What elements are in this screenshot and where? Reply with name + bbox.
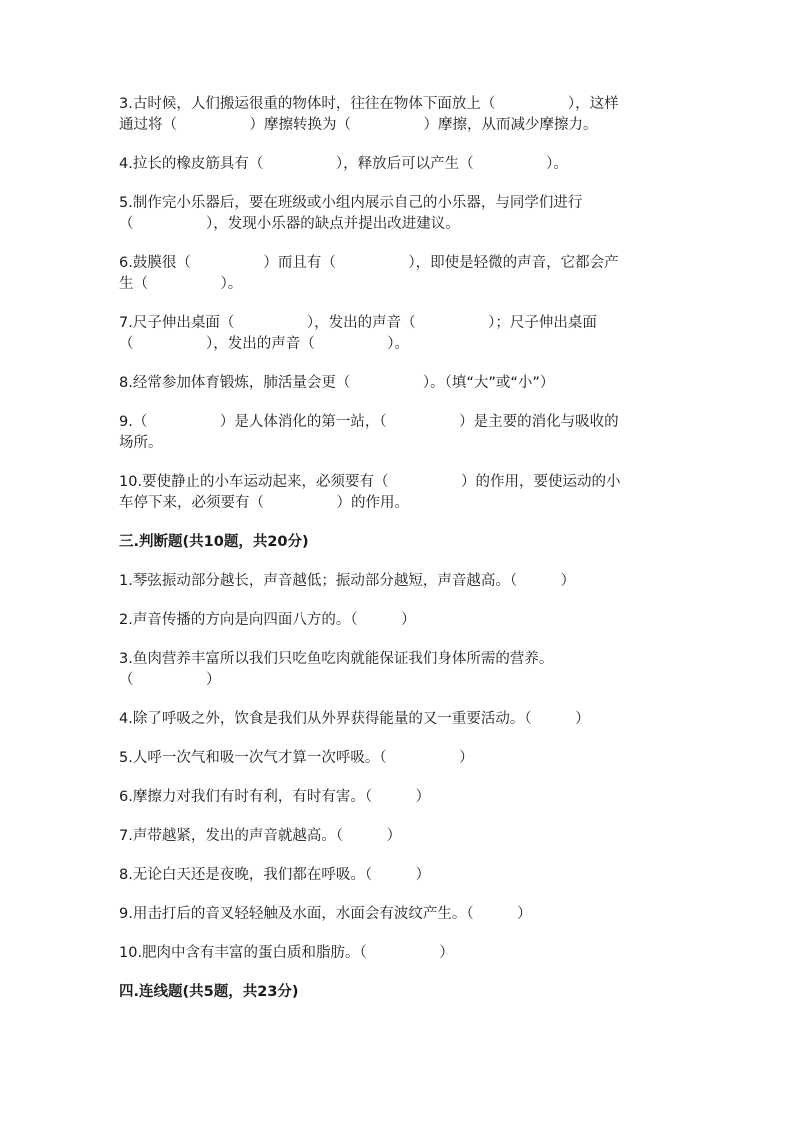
question-line: 3.鱼肉营养丰富所以我们只吃鱼吃肉就能保证我们身体所需的营养。 [119,651,554,667]
question-line: 10.要使静止的小车运动起来，必须要有（ ）的作用，要使运动的小 [119,474,621,490]
fill-question-6 [119,253,679,295]
question-line: 8.无论白天还是夜晚，我们都在呼吸。（ ） [119,867,431,883]
judge-question-6 [119,787,679,808]
judge-question-4 [119,709,679,730]
judge-question-5 [119,748,679,769]
fill-question-9 [119,412,679,454]
question-line: 7.声带越紧，发出的声音就越高。（ ） [119,828,402,844]
fill-question-8 [119,373,679,394]
question-line: 7.尺子伸出桌面（ ），发出的声音（ ）；尺子伸出桌面 [119,315,597,331]
question-line: （ ） [119,672,221,688]
question-line: 10.肥肉中含有丰富的蛋白质和脂肪。（ ） [119,945,454,961]
question-line: 4.除了呼吸之外，饮食是我们从外界获得能量的又一重要活动。（ ） [119,711,590,727]
fill-question-5 [119,193,679,235]
question-line: 2.声音传播的方向是向四面八方的。（ ） [119,612,416,628]
question-line: 通过将（ ）摩擦转换为（ ）摩擦，从而减少摩擦力。 [119,117,598,133]
question-line: 生（ ）。 [119,276,243,292]
exam-page [119,94,679,1021]
true-false-section [119,571,679,964]
question-line: 8.经常参加体育锻炼，肺活量会更（ ）。（填“大”或“小”） [119,375,555,391]
judge-question-8 [119,865,679,886]
question-line: 3.古时候，人们搬运很重的物体时，往往在物体下面放上（ ），这样 [119,96,619,112]
question-line: 9.（ ）是人体消化的第一站，（ ）是主要的消化与吸收的 [119,414,619,430]
question-line: 场所。 [119,435,163,451]
fill-in-blank-section [119,94,679,514]
fill-question-3 [119,94,679,136]
judge-question-1 [119,571,679,592]
question-line: （ ），发出的声音（ ）。 [119,336,409,352]
judge-question-2 [119,610,679,631]
judge-question-7 [119,826,679,847]
question-line: 9.用击打后的音叉轻轻触及水面，水面会有波纹产生。（ ） [119,906,532,922]
fill-question-7 [119,313,679,355]
question-line: （ ），发现小乐器的缺点并提出改进建议。 [119,216,460,232]
judge-question-3 [119,649,679,691]
matching-section-heading: 四.连线题(共5题，共23分) [119,984,299,1000]
question-line: 5.制作完小乐器后，要在班级或小组内展示自己的小乐器，与同学们进行 [119,195,583,211]
judge-section-heading: 三.判断题(共10题，共20分) [119,534,309,550]
question-line: 4.拉长的橡皮筋具有（ ），释放后可以产生（ ）。 [119,156,568,172]
question-line: 5.人呼一次气和吸一次气才算一次呼吸。（ ） [119,750,474,766]
judge-question-10 [119,943,679,964]
question-line: 车停下来，必须要有（ ）的作用。 [119,495,409,511]
question-line: 6.摩擦力对我们有时有利，有时有害。（ ） [119,789,431,805]
judge-question-9 [119,904,679,925]
fill-question-10 [119,472,679,514]
question-line: 1.琴弦振动部分越长，声音越低；振动部分越短，声音越高。（ ） [119,573,576,589]
question-line: 6.鼓膜很（ ）而且有（ ），即使是轻微的声音，它都会产 [119,255,619,271]
fill-question-4 [119,154,679,175]
